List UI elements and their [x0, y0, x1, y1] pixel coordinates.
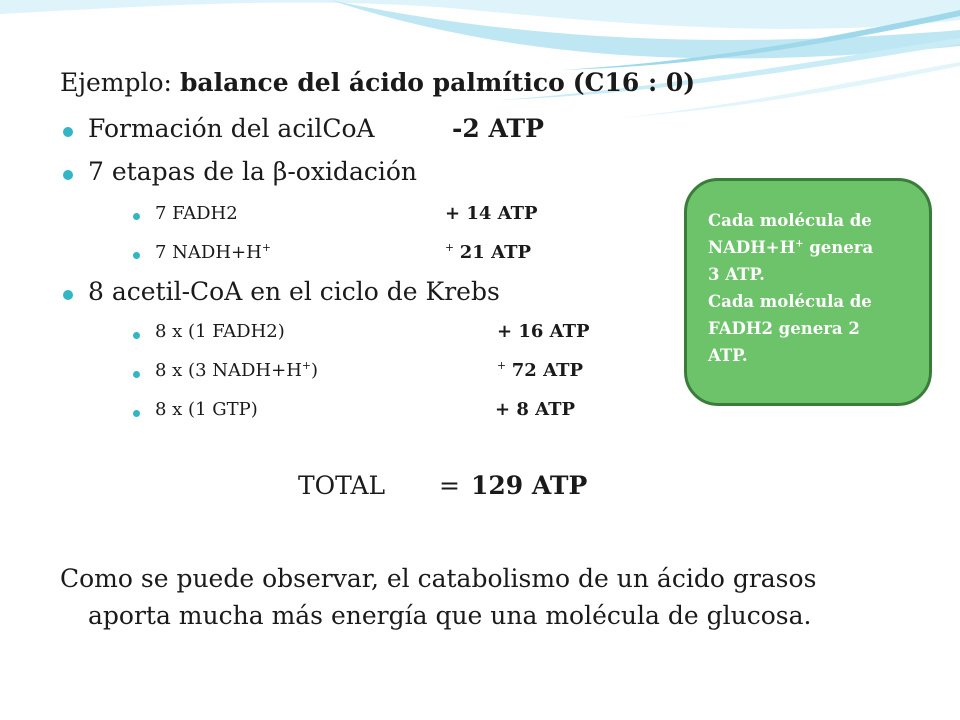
bullet-dot-krebs [63, 290, 73, 300]
krebs-item-gtp: 8 x (1 GTP) [155, 399, 258, 420]
callout-line-6: ATP. [708, 346, 748, 365]
bullet-dot-krebs-nadh [133, 371, 140, 378]
conclusion-line-1: Como se puede observar, el catabolismo de un ácido grasos [60, 564, 817, 593]
info-callout [684, 178, 932, 406]
callout-line-5: FADH2 genera 2 [708, 319, 860, 338]
krebs-item-nadh: 8 x (3 NADH+H+) [155, 359, 318, 381]
bullet-dot-krebs-gtp [133, 410, 140, 417]
bullet-dot-beta [63, 170, 73, 180]
callout-line-2: NADH+H+ genera [708, 238, 874, 257]
total-equals: = [439, 471, 460, 500]
krebs-item-fadh2-value: + 16 ATP [497, 321, 590, 342]
bullet-beta: 7 etapas de la β-oxidación [88, 157, 417, 186]
example-heading [60, 68, 695, 97]
acyl-value: -2 ATP [452, 114, 544, 143]
total-label: TOTAL [298, 471, 386, 500]
beta-item-fadh2: 7 FADH2 [155, 203, 238, 224]
beta-item-nadh: 7 NADH+H+ [155, 241, 271, 263]
bullet-krebs: 8 acetil-CoA en el ciclo de Krebs [88, 277, 500, 306]
krebs-item-gtp-value: + 8 ATP [495, 399, 576, 420]
beta-symbol: β [272, 157, 288, 186]
callout-line-3: 3 ATP. [708, 265, 765, 284]
krebs-item-fadh2: 8 x (1 FADH2) [155, 321, 285, 342]
example-title: balance del ácido palmítico [179, 68, 565, 97]
bullet-dot-krebs-fadh2 [133, 332, 140, 339]
acyl-label: Formación del acilCoA [88, 114, 375, 143]
callout-line-1: Cada molécula de [708, 211, 872, 230]
bullet-dot-nadh [133, 252, 140, 259]
beta-item-nadh-value: + 21 ATP [445, 241, 532, 263]
conclusion-line-2: aporta mucha más energía que una molécula de glucosa. [88, 601, 812, 630]
bullet-dot-acyl [63, 127, 73, 137]
callout-line-4: Cada molécula de [708, 292, 872, 311]
bullet-dot-fadh2 [133, 213, 140, 220]
example-formula: (C16 : 0) [572, 68, 696, 97]
bullet-acyl [88, 114, 375, 143]
total-value: 129 ATP [471, 471, 588, 500]
beta-item-fadh2-value: + 14 ATP [445, 203, 538, 224]
example-prefix: Ejemplo: [60, 68, 172, 97]
background-waves [0, 0, 960, 130]
krebs-item-nadh-value: + 72 ATP [497, 359, 584, 381]
